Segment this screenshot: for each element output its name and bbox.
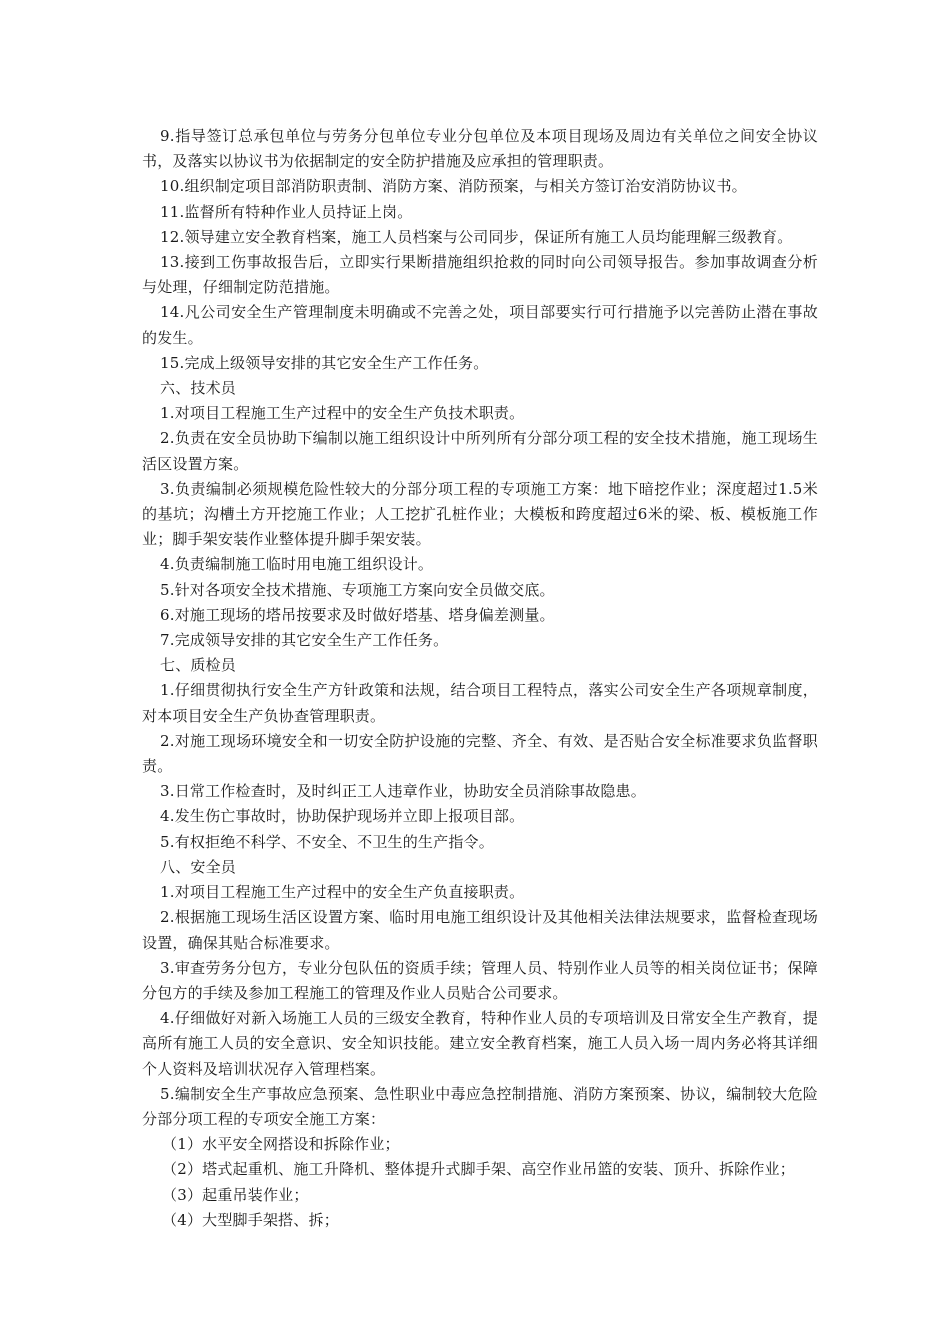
section-heading-safety-officer: 八、安全员: [160, 857, 237, 876]
paragraph: 5.编制安全生产事故应急预案、急性职业中毒应急控制措施、消防方案预案、协议，编制较大危险分部分项工程的专项安全施工方案：: [142, 1084, 818, 1128]
paragraph: 11.监督所有特种作业人员持证上岗。: [160, 202, 413, 221]
paragraph: 1.对项目工程施工生产过程中的安全生产负直接职责。: [160, 883, 525, 902]
paragraph: 13.接到工伤事故报告后，立即实行果断措施组织抢救的同时向公司领导报告。参加事故调查分析与处理，仔细制定防范措施。: [142, 253, 818, 297]
sub-item: （2）塔式起重机、施工升降机、整体提升式脚手架、高空作业吊篮的安装、顶升、拆除作业；: [162, 1160, 795, 1179]
paragraph: 4.仔细做好对新入场施工人员的三级安全教育，特种作业人员的专项培训及日常安全生产教育，提高所有施工人员的安全意识、安全知识技能。建立安全教育档案，施工人员入场一周内务必将其详细个人资料及培训状况存入管理档案。: [142, 1009, 818, 1078]
paragraph: 3.负责编制必须规模危险性较大的分部分项工程的专项施工方案：地下暗挖作业；深度超过1.5米的基坑；沟槽土方开挖施工作业；人工挖扩孔桩作业；大模板和跨度超过6米的梁、板、模板施工作业；脚手架安装作业整体提升脚手架安装。: [142, 479, 818, 549]
paragraph: 14.凡公司安全生产管理制度未明确或不完善之处，项目部要实行可行措施予以完善防止潜在事故的发生。: [142, 303, 818, 347]
paragraph: 1.对项目工程施工生产过程中的安全生产负技术职责。: [160, 404, 525, 423]
sub-item: （1）水平安全网搭设和拆除作业；: [162, 1135, 400, 1154]
document-body: [142, 124, 818, 1233]
paragraph: 9.指导签订总承包单位与劳务分包单位专业分包单位及本项目现场及周边有关单位之间安全协议书，及落实以协议书为依据制定的安全防护措施及应承担的管理职责。: [142, 127, 818, 171]
paragraph: 6.对施工现场的塔吊按要求及时做好塔基、塔身偏差测量。: [160, 605, 555, 624]
paragraph: 2.对施工现场环境安全和一切安全防护设施的完整、齐全、有效、是否贴合安全标准要求负监督职责。: [142, 731, 818, 776]
paragraph: 5.有权拒绝不科学、不安全、不卫生的生产指令。: [160, 832, 494, 851]
paragraph: 2.根据施工现场生活区设置方案、临时用电施工组织设计及其他相关法律法规要求，监督检查现场设置，确保其贴合标准要求。: [142, 908, 818, 952]
paragraph: 15.完成上级领导安排的其它安全生产工作任务。: [160, 353, 489, 372]
paragraph: 4.发生伤亡事故时，协助保护现场并立即上报项目部。: [160, 807, 525, 826]
paragraph: 10.组织制定项目部消防职责制、消防方案、消防预案，与相关方签订治安消防协议书。: [160, 177, 747, 196]
paragraph: 3.日常工作检查时，及时纠正工人违章作业，协助安全员消除事故隐患。: [160, 782, 646, 801]
section-heading-technician: 六、技术员: [160, 379, 237, 398]
paragraph: 5.针对各项安全技术措施、专项施工方案向安全员做交底。: [160, 580, 555, 599]
paragraph: 3.审查劳务分包方，专业分包队伍的资质手续；管理人员、特别作业人员等的相关岗位证书；保障分包方的手续及参加工程施工的管理及作业人员贴合公司要求。: [142, 958, 818, 1002]
paragraph: 1.仔细贯彻执行安全生产方针政策和法规，结合项目工程特点，落实公司安全生产各项规章制度，对本项目安全生产负协查管理职责。: [142, 681, 818, 725]
paragraph: 2.负责在安全员协助下编制以施工组织设计中所列所有分部分项工程的安全技术措施，施工现场生活区设置方案。: [142, 429, 818, 473]
sub-item: （3）起重吊装作业；: [162, 1185, 309, 1204]
section-heading-quality-inspector: 七、质检员: [160, 656, 237, 675]
sub-item: （4）大型脚手架搭、拆；: [162, 1210, 339, 1229]
paragraph: 4.负责编制施工临时用电施工组织设计。: [160, 555, 434, 574]
paragraph: 12.领导建立安全教育档案，施工人员档案与公司同步，保证所有施工人员均能理解三级教育。: [160, 227, 793, 246]
paragraph: 7.完成领导安排的其它安全生产工作任务。: [160, 631, 449, 650]
